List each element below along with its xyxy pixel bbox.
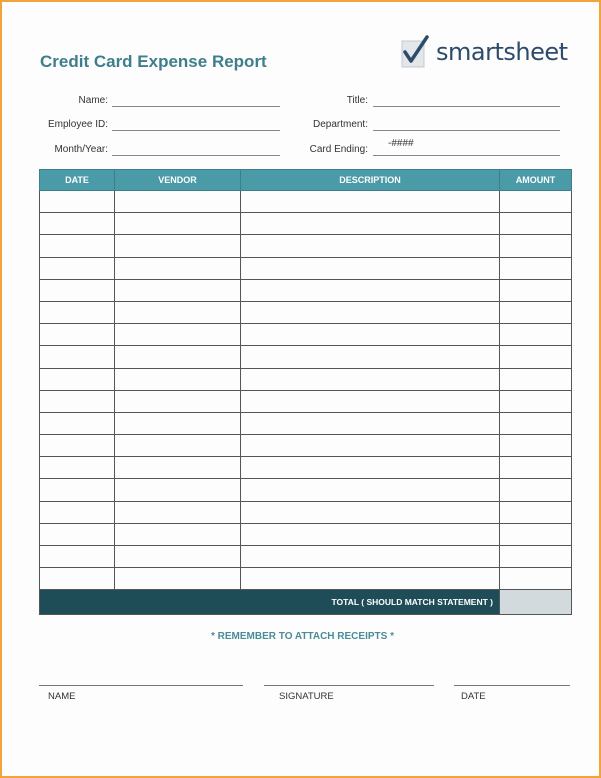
description-cell[interactable] — [241, 457, 500, 479]
column-header-date: DATE — [40, 170, 115, 191]
table-row — [40, 568, 572, 590]
vendor-cell[interactable] — [115, 235, 241, 257]
table-row — [40, 235, 572, 257]
amount-cell[interactable] — [500, 213, 572, 235]
date-cell[interactable] — [40, 257, 115, 279]
attach-receipts-reminder: * REMEMBER TO ATTACH RECEIPTS * — [211, 631, 394, 642]
vendor-cell[interactable] — [115, 457, 241, 479]
total-amount-cell[interactable] — [500, 590, 572, 615]
vendor-cell[interactable] — [115, 479, 241, 501]
department-label: Department: — [312, 119, 368, 130]
table-row — [40, 390, 572, 412]
date-cell[interactable] — [40, 346, 115, 368]
table-row — [40, 301, 572, 323]
month-year-field[interactable] — [112, 155, 280, 156]
date-cell[interactable] — [40, 324, 115, 346]
amount-cell[interactable] — [500, 324, 572, 346]
amount-cell[interactable] — [500, 568, 572, 590]
description-cell[interactable] — [241, 546, 500, 568]
table-body — [40, 191, 572, 590]
card-ending-value: -#### — [388, 138, 414, 149]
vendor-cell[interactable] — [115, 324, 241, 346]
footer-date-label: DATE — [461, 691, 486, 702]
description-cell[interactable] — [241, 346, 500, 368]
description-cell[interactable] — [241, 390, 500, 412]
amount-cell[interactable] — [500, 368, 572, 390]
date-cell[interactable] — [40, 546, 115, 568]
table-row — [40, 546, 572, 568]
table-row — [40, 191, 572, 213]
description-cell[interactable] — [241, 368, 500, 390]
vendor-cell[interactable] — [115, 346, 241, 368]
date-cell[interactable] — [40, 457, 115, 479]
name-label: Name: — [78, 95, 108, 106]
description-cell[interactable] — [241, 235, 500, 257]
table-row — [40, 412, 572, 434]
amount-cell[interactable] — [500, 301, 572, 323]
vendor-cell[interactable] — [115, 213, 241, 235]
department-field[interactable] — [373, 130, 560, 131]
signature-line[interactable] — [264, 685, 434, 686]
total-label: TOTAL ( SHOULD MATCH STATEMENT ) — [40, 590, 500, 615]
vendor-cell[interactable] — [115, 301, 241, 323]
amount-cell[interactable] — [500, 546, 572, 568]
title-label: Title: — [346, 95, 368, 106]
smartsheet-logo — [400, 32, 568, 72]
column-header-description: DESCRIPTION — [241, 170, 500, 191]
amount-cell[interactable] — [500, 501, 572, 523]
amount-cell[interactable] — [500, 412, 572, 434]
month-year-label: Month/Year: — [54, 144, 108, 155]
table-row — [40, 501, 572, 523]
description-cell[interactable] — [241, 301, 500, 323]
date-cell[interactable] — [40, 191, 115, 213]
vendor-cell[interactable] — [115, 279, 241, 301]
table-row — [40, 213, 572, 235]
date-cell[interactable] — [40, 213, 115, 235]
vendor-cell[interactable] — [115, 546, 241, 568]
description-cell[interactable] — [241, 501, 500, 523]
name-signature-line[interactable] — [39, 685, 243, 686]
description-cell[interactable] — [241, 568, 500, 590]
table-row — [40, 368, 572, 390]
date-cell[interactable] — [40, 235, 115, 257]
card-ending-label: Card Ending: — [309, 144, 368, 155]
vendor-cell[interactable] — [115, 501, 241, 523]
amount-cell[interactable] — [500, 457, 572, 479]
table-header-row — [40, 170, 572, 191]
amount-cell[interactable] — [500, 390, 572, 412]
date-cell[interactable] — [40, 523, 115, 545]
vendor-cell[interactable] — [115, 412, 241, 434]
table-row — [40, 479, 572, 501]
date-cell[interactable] — [40, 412, 115, 434]
logo-wordmark: smartsheet — [436, 38, 568, 66]
description-cell[interactable] — [241, 435, 500, 457]
table-row — [40, 257, 572, 279]
amount-cell[interactable] — [500, 279, 572, 301]
vendor-cell[interactable] — [115, 568, 241, 590]
description-cell[interactable] — [241, 412, 500, 434]
name-field[interactable] — [112, 106, 280, 107]
description-cell[interactable] — [241, 479, 500, 501]
vendor-cell[interactable] — [115, 523, 241, 545]
description-cell[interactable] — [241, 257, 500, 279]
vendor-cell[interactable] — [115, 390, 241, 412]
date-cell[interactable] — [40, 390, 115, 412]
date-cell[interactable] — [40, 301, 115, 323]
column-header-amount: AMOUNT — [500, 170, 572, 191]
date-cell[interactable] — [40, 501, 115, 523]
vendor-cell[interactable] — [115, 257, 241, 279]
vendor-cell[interactable] — [115, 191, 241, 213]
description-cell[interactable] — [241, 191, 500, 213]
amount-cell[interactable] — [500, 479, 572, 501]
description-cell[interactable] — [241, 213, 500, 235]
amount-cell[interactable] — [500, 257, 572, 279]
table-row — [40, 279, 572, 301]
amount-cell[interactable] — [500, 235, 572, 257]
footer-signature-label: SIGNATURE — [279, 691, 334, 702]
date-signature-line[interactable] — [454, 685, 570, 686]
date-cell[interactable] — [40, 568, 115, 590]
table-row — [40, 324, 572, 346]
date-cell[interactable] — [40, 368, 115, 390]
employee-id-label: Employee ID: — [47, 119, 108, 130]
amount-cell[interactable] — [500, 435, 572, 457]
date-cell[interactable] — [40, 279, 115, 301]
employee-id-field[interactable] — [112, 130, 280, 131]
description-cell[interactable] — [241, 279, 500, 301]
footer-name-label: NAME — [48, 691, 76, 702]
table-row — [40, 457, 572, 479]
table-row — [40, 435, 572, 457]
vendor-cell[interactable] — [115, 368, 241, 390]
card-ending-field[interactable] — [373, 155, 560, 156]
date-cell[interactable] — [40, 479, 115, 501]
page-title: Credit Card Expense Report — [40, 52, 267, 71]
vendor-cell[interactable] — [115, 435, 241, 457]
expense-table — [39, 169, 572, 615]
checkmark-icon — [400, 35, 430, 69]
description-cell[interactable] — [241, 324, 500, 346]
description-cell[interactable] — [241, 523, 500, 545]
table-row — [40, 523, 572, 545]
amount-cell[interactable] — [500, 523, 572, 545]
column-header-vendor: VENDOR — [115, 170, 241, 191]
date-cell[interactable] — [40, 435, 115, 457]
title-field[interactable] — [373, 106, 560, 107]
table-row — [40, 346, 572, 368]
amount-cell[interactable] — [500, 346, 572, 368]
amount-cell[interactable] — [500, 191, 572, 213]
total-row — [40, 590, 572, 615]
